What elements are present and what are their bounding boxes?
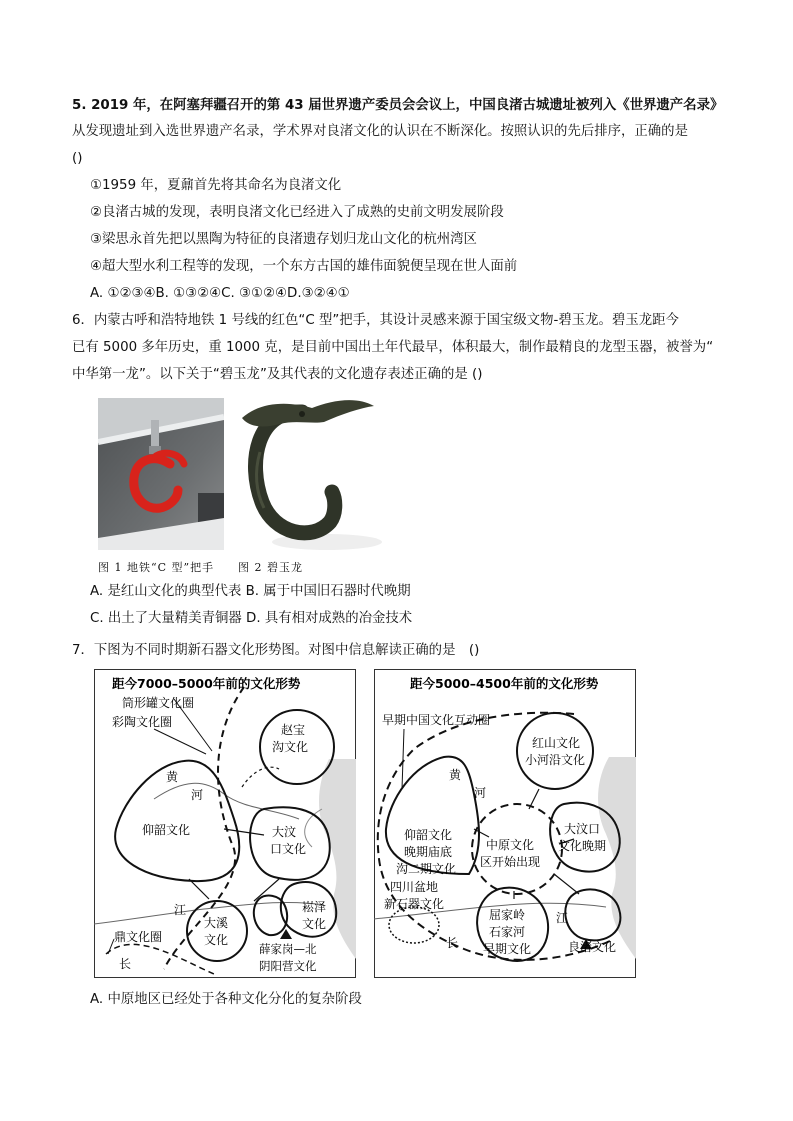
map2-label-jiang: 江 <box>556 911 569 925</box>
map1-label-xuejia-2: 阴阳营文化 <box>259 959 317 973</box>
map1-label-songze-2: 文化 <box>302 917 327 931</box>
map2-label-dawenkou-2: 文化晚期 <box>558 839 607 853</box>
map2-label-qujialing-1: 屈家岭 <box>489 908 526 922</box>
map1-label-huang: 黄 <box>166 770 179 784</box>
map2-label-yangshao-2: 晚期庙底 <box>404 845 453 859</box>
map1-label-zhaobao-2: 沟文化 <box>272 740 309 754</box>
map1-label-daxi-2: 文化 <box>204 933 229 947</box>
q5-stem-line2: 从发现遗址到入选世界遗产名录，学术界对良渚文化的认识在不断深化。按照认识的先后排序，正确的是 <box>72 124 688 139</box>
map2-label-yangshao-1: 仰韶文化 <box>404 828 453 842</box>
q6-stem-line2: 已有 5000 多年历史，重 1000 克，是目前中国出土年代最早，体积最大，制作最精良的龙型玉器，被誉为“ <box>72 340 714 355</box>
map1-label-dawenkou-1: 大汶 <box>272 825 297 839</box>
map1-label-dawenkou-2: 口文化 <box>270 842 307 856</box>
q5-item-4: ④超大型水利工程等的发现，一个东方古国的雄伟面貌便呈现在世人面前 <box>90 259 518 274</box>
q6-stem-line3: 中华第一龙”。以下关于“碧玉龙”及其代表的文化遗存表述正确的是 () <box>72 367 483 382</box>
map2-label-chang: 长 <box>446 936 459 950</box>
map2-label-hongshan-1: 红山文化 <box>532 736 581 750</box>
map1-label-dingwenhuaquan: 鼎文化圈 <box>114 930 163 944</box>
map2-label-sichuan-1: 四川盆地 <box>390 880 439 894</box>
map2-label-qujialing-3: 早期文化 <box>483 942 532 956</box>
map-7000-5000bp <box>94 669 356 978</box>
map1-label-songze-1: 崧泽 <box>302 900 327 914</box>
figure1-caption: 图 1 地铁“C 型”把手 <box>98 561 215 574</box>
map2-label-dawenkou-1: 大汶口 <box>564 822 601 836</box>
q5-stem-line3: () <box>72 151 83 166</box>
map2-title: 距今5000–4500年前的文化形势 <box>410 676 599 691</box>
map1-label-jiang: 江 <box>174 903 187 917</box>
map-5000-4500bp <box>374 669 636 978</box>
map1-label-daxi-1: 大溪 <box>204 916 229 930</box>
map1-label-xuejia-1: 薛家岗—北 <box>259 942 317 956</box>
q5-item-1: ①1959 年，夏鼐首先将其命名为良渚文化 <box>90 178 342 193</box>
q7-stem: 7．下图为不同时期新石器文化形势图。对图中信息解读正确的是 () <box>72 643 480 658</box>
q5-stem-line1: 5. 2019 年，在阿塞拜疆召开的第 43 届世界遗产委员会会议上，中国良渚古城遗址被列入《世界遗产名录》 <box>72 98 724 113</box>
q6-stem-line1: 6．内蒙古呼和浩特地铁 1 号线的红色“C 型”把手，其设计灵感来源于国宝级文物-碧玉龙。碧玉龙距今 <box>72 313 679 328</box>
map1-label-yangshao: 仰韶文化 <box>142 823 191 837</box>
map1-label-chang: 长 <box>119 957 132 971</box>
map2-label-hudong: 早期中国文化互动圈 <box>382 713 491 727</box>
map1-label-caitao: 彩陶文化圈 <box>112 715 173 729</box>
map2-label-hongshan-2: 小河沿文化 <box>525 753 586 767</box>
map2-label-yangshao-3: 沟二期文化 <box>396 862 457 876</box>
q6-options-ab: A. 是红山文化的典型代表 B. 属于中国旧石器时代晚期 <box>90 584 411 599</box>
map2-label-zhongyuan-1: 中原文化 <box>486 838 535 852</box>
map1-title: 距今7000–5000年前的文化形势 <box>112 676 301 691</box>
q5-item-3: ③梁思永首先把以黑陶为特征的良渚遗存划归龙山文化的杭州湾区 <box>90 232 477 247</box>
figure2-caption: 图 2 碧玉龙 <box>238 561 303 574</box>
q5-item-2: ②良渚古城的发现，表明良渚文化已经进入了成熟的史前文明发展阶段 <box>90 205 504 220</box>
map2-label-zhongyuan-2: 区开始出现 <box>480 855 541 869</box>
map2-label-liangzhu: 良渚文化 <box>568 940 617 954</box>
jade-dragon-photo <box>232 392 382 554</box>
map1-label-tongxingguan: 筒形罐文化圈 <box>122 696 195 710</box>
map2-label-he: 河 <box>474 786 487 800</box>
subway-handle-photo <box>98 398 224 550</box>
map2-label-qujialing-2: 石家河 <box>489 925 526 939</box>
q5-options: A. ①②③④B. ①③②④C. ③①②④D.③②④① <box>90 286 350 301</box>
map2-label-sichuan-2: 新石器文化 <box>384 897 445 911</box>
map2-label-huang: 黄 <box>449 768 462 782</box>
map1-label-zhaobao-1: 赵宝 <box>281 723 306 737</box>
q7-option-a: A. 中原地区已经处于各种文化分化的复杂阶段 <box>90 992 362 1007</box>
q6-options-cd: C. 出土了大量精美青铜器 D. 具有相对成熟的冶金技术 <box>90 611 413 626</box>
map1-label-he: 河 <box>191 788 204 802</box>
